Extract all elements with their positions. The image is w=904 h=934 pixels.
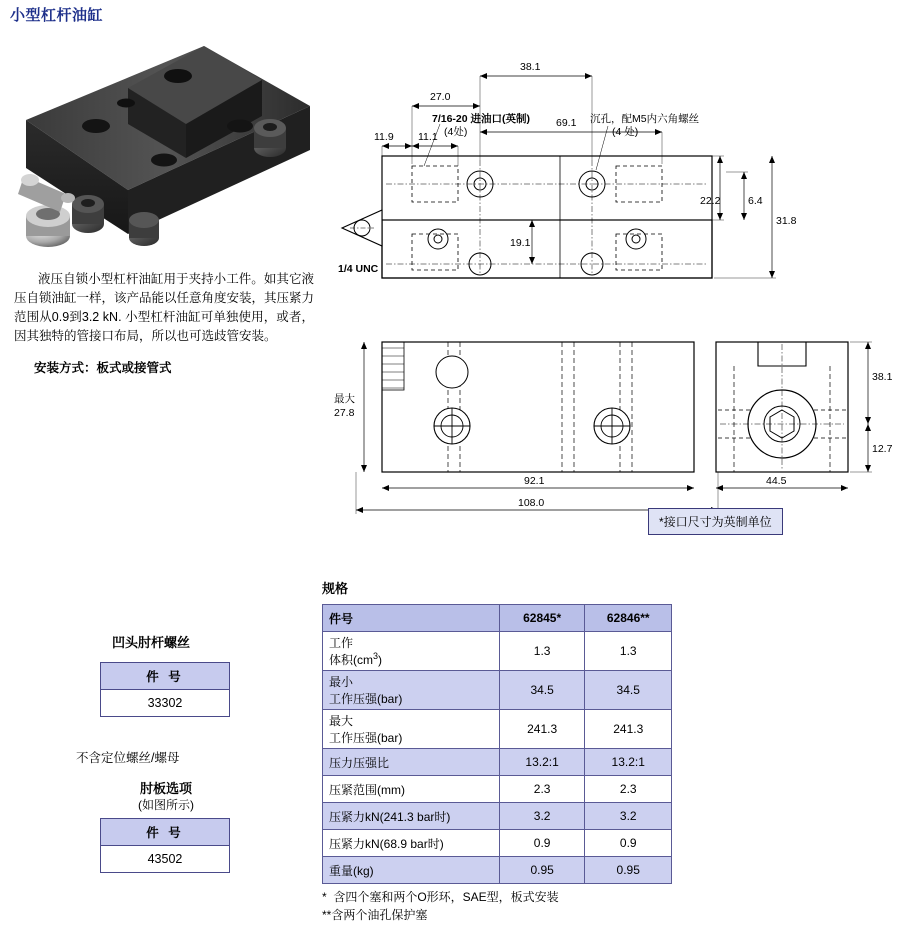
spec-label-line2: 体积(cm: [329, 653, 373, 667]
spec-label-line2: 工作压强(bar): [329, 692, 403, 706]
dim-27-0: 27.0: [430, 91, 451, 103]
table-row: [323, 857, 672, 884]
spec-label-weight: 重量(kg): [323, 857, 500, 884]
spec-value: 13.2:1: [499, 749, 585, 776]
drawing-label-counterbore-qty: (4 处): [612, 126, 639, 138]
product-description: [14, 270, 314, 346]
spec-table-body: [323, 605, 672, 884]
spec-col-62846: 62846**: [585, 605, 672, 632]
option-block-title: 肘板选项: [139, 781, 192, 796]
spec-label-tail: ): [378, 653, 383, 667]
spec-label-line1: 最大: [329, 714, 354, 728]
screw-block-title: 凹头肘杆螺丝: [112, 635, 191, 650]
spec-title: 规格: [322, 581, 349, 596]
option-part-table: [100, 818, 230, 873]
footnote-1: * 含四个塞和两个O形环，SAE型，板式安装: [322, 890, 559, 904]
spec-table: [322, 604, 672, 884]
product-photo: [8, 28, 318, 268]
dim-38-1-side: 38.1: [872, 371, 893, 383]
spec-value: 241.3: [499, 710, 585, 749]
spec-value: 1.3: [499, 632, 585, 671]
screw-part-table: [100, 662, 230, 717]
spec-value: 0.9: [585, 830, 672, 857]
screw-part-number: 33302: [101, 690, 230, 717]
spec-value: 34.5: [499, 671, 585, 710]
table-row: [323, 749, 672, 776]
spec-footnotes: [322, 888, 559, 924]
dim-11-1: 11.1: [418, 131, 438, 143]
spec-label-ratio: 压力压强比: [323, 749, 500, 776]
dim-11-9: 11.9: [374, 131, 394, 143]
spec-label-sup: 3: [373, 651, 379, 661]
dim-22-2: 22.2: [700, 195, 721, 207]
table-row: [323, 803, 672, 830]
table-row: [323, 830, 672, 857]
spec-value: 0.95: [499, 857, 585, 884]
spec-label-line2: 工作压强(bar): [329, 731, 403, 745]
table-row: [323, 632, 672, 671]
spec-value: 0.9: [499, 830, 585, 857]
mounting-type: 安装方式：板式或接管式: [34, 361, 172, 375]
dim-31-8: 31.8: [776, 215, 797, 227]
spec-header-row: [323, 605, 672, 632]
spec-label-clamp-range: 压紧范围(mm): [323, 776, 500, 803]
spec-label-line1: 最小: [329, 675, 354, 689]
option-table-header: 件 号: [101, 819, 230, 846]
page-title: 小型杠杆油缸: [10, 7, 104, 24]
spec-value: 0.95: [585, 857, 672, 884]
spec-label-force-241: 压紧力kN(241.3 bar时): [323, 803, 500, 830]
dim-38-1: 38.1: [520, 61, 541, 73]
spec-col-part: 件号: [323, 605, 500, 632]
spec-label-volume: [323, 632, 500, 671]
option-part-number: 43502: [101, 846, 230, 873]
dim-max-label: 最大: [334, 393, 355, 405]
spec-value: 2.3: [499, 776, 585, 803]
option-block-subtitle: (如图所示): [138, 798, 194, 812]
dim-27-8: 27.8: [334, 407, 355, 419]
spec-value: 241.3: [585, 710, 672, 749]
spec-label-line1: 工作: [329, 636, 354, 650]
spec-col-62845: 62845*: [499, 605, 585, 632]
spec-label-force-68: 压紧力kN(68.9 bar时): [323, 830, 500, 857]
screw-block-note: 不含定位螺丝/螺母: [76, 751, 180, 765]
drawing-label-unc: 1/4 UNC: [338, 263, 379, 275]
table-row: [323, 710, 672, 749]
spec-label-min-pressure: [323, 671, 500, 710]
spec-value: 1.3: [585, 632, 672, 671]
dim-92-1: 92.1: [524, 475, 545, 487]
spec-value: 34.5: [585, 671, 672, 710]
drawing-label-counterbore: 沉孔，配M5内六角螺丝: [590, 113, 700, 125]
spec-value: 2.3: [585, 776, 672, 803]
dim-69-1: 69.1: [556, 117, 577, 129]
spec-value: 3.2: [499, 803, 585, 830]
description-text: 液压自锁小型杠杆油缸用于夹持小工件。如其它液压自锁油缸一样，该产品能以任意角度安装，其压紧力范围从0.9到3.2 kN. 小型杠杆油缸可单独使用，或者，因其独特的管接口布局，所以也可选歧管安装。: [14, 272, 315, 343]
spec-label-max-pressure: [323, 710, 500, 749]
dim-12-7: 12.7: [872, 443, 893, 455]
drawing-label-port-qty: (4处): [444, 126, 468, 138]
table-row: [323, 671, 672, 710]
dim-44-5: 44.5: [766, 475, 787, 487]
table-row: [323, 776, 672, 803]
dim-19-1: 19.1: [510, 237, 531, 249]
footnote-2: **含两个油孔保护塞: [322, 908, 428, 922]
dim-108-0: 108.0: [518, 497, 545, 509]
drawing-label-port: 7/16-20 进油口(英制): [432, 113, 531, 125]
screw-table-header: 件 号: [101, 663, 230, 690]
spec-value: 3.2: [585, 803, 672, 830]
spec-value: 13.2:1: [585, 749, 672, 776]
technical-drawing: [320, 24, 898, 544]
dim-6-4: 6.4: [748, 195, 763, 207]
unit-note: *接口尺寸为英制单位: [648, 508, 783, 535]
